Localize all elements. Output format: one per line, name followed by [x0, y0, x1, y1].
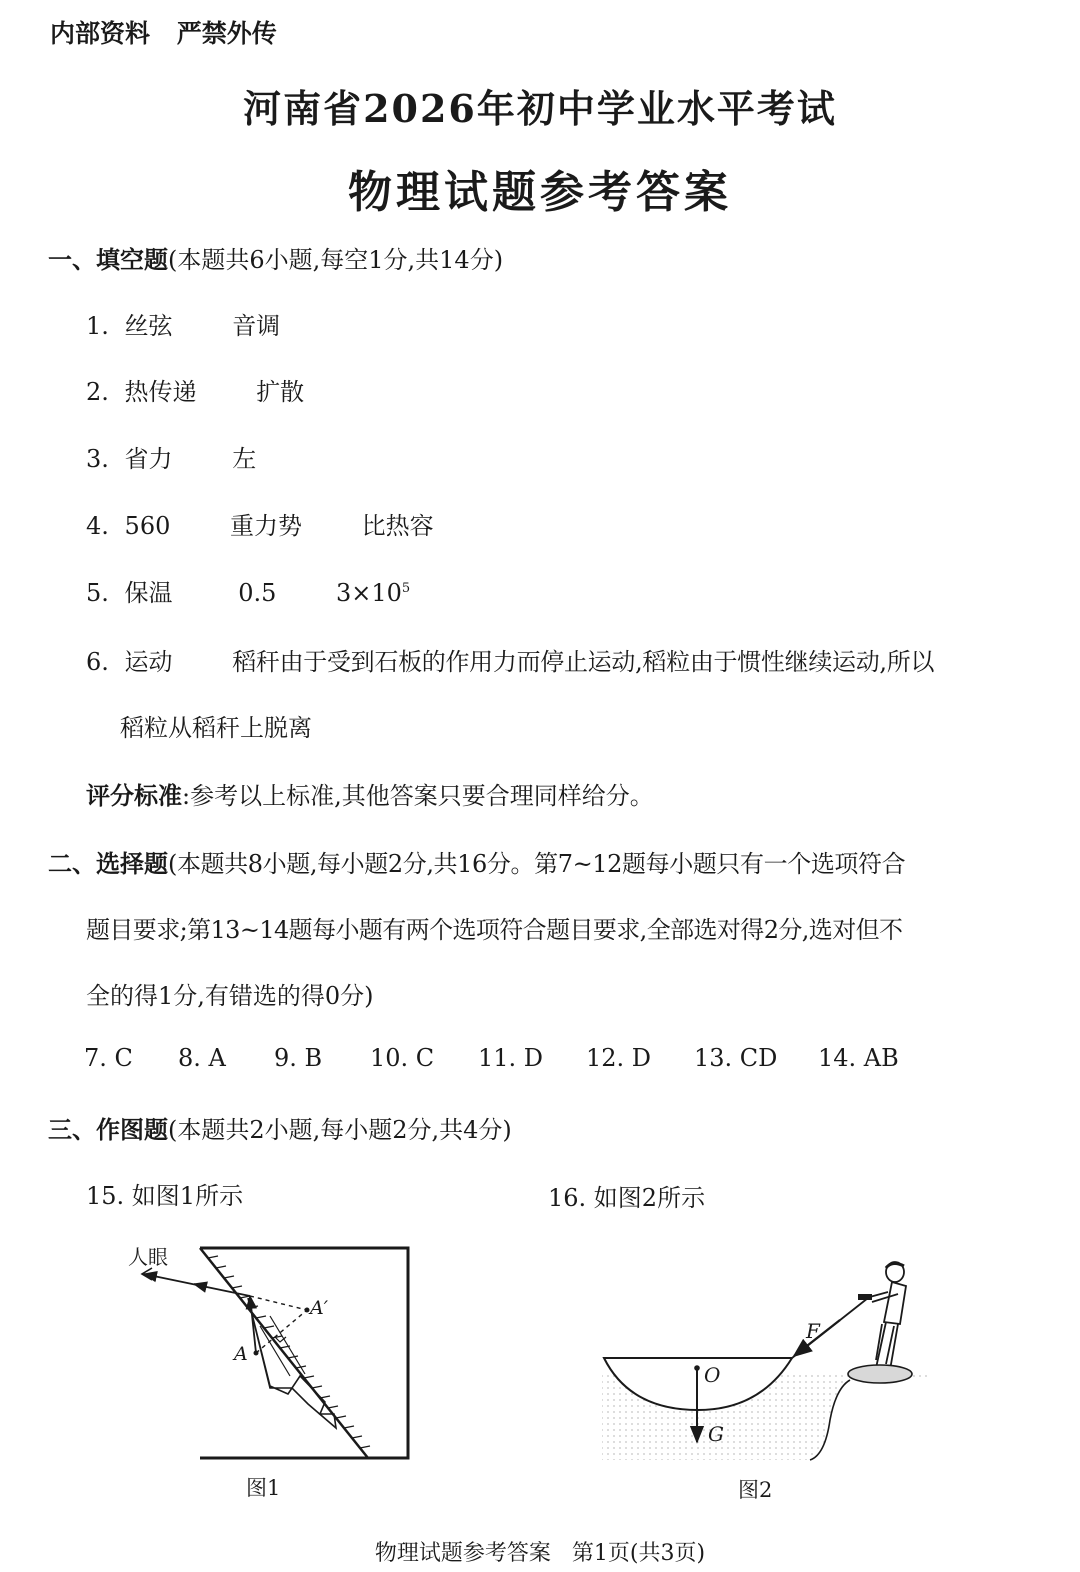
answer: 3×10: [336, 579, 402, 607]
section1-desc: (本题共6小题,每空1分,共14分): [168, 246, 504, 274]
frame: [200, 1248, 408, 1458]
mirror-line: [200, 1248, 368, 1458]
item-number: 2.: [86, 378, 109, 406]
scoring-label: 评分标准: [86, 782, 182, 810]
answer: 保温: [124, 579, 173, 607]
label-g: G: [708, 1422, 724, 1446]
answer: 560: [124, 512, 171, 540]
section3-heading-line: [48, 1110, 512, 1145]
answer: 丝弦: [124, 312, 173, 340]
section2-heading: 二、选择题: [48, 850, 168, 878]
item-number: 5.: [86, 579, 109, 607]
ski-board: [848, 1365, 912, 1383]
answer: 热传递: [124, 378, 197, 406]
choice-answer: 11. D: [478, 1044, 544, 1072]
virtual-ray: [250, 1296, 307, 1310]
answer-row-5: [86, 573, 410, 608]
answer-row-1: [86, 306, 280, 341]
label-a: A: [234, 1343, 248, 1365]
q15-label: 15. 如图1所示: [86, 1182, 244, 1210]
section2-heading-line: [48, 844, 905, 879]
scoring-text: :参考以上标准,其他答案只要合理同样给分。: [182, 782, 654, 810]
section2-desc-2: 题目要求;第13~14题每小题有两个选项符合题目要求,全部选对得2分,选对但不: [86, 916, 903, 944]
figure-1-caption: 图1: [246, 1476, 281, 1500]
choice-answer: 9. B: [274, 1044, 323, 1072]
answer: 0.5: [238, 579, 277, 607]
section1-heading-line: [48, 240, 503, 275]
mirror-hatching: [208, 1256, 370, 1448]
answer-row-6-cont: 稻粒从稻秆上脱离: [120, 714, 312, 742]
section2-desc-3: 全的得1分,有错选的得0分): [86, 982, 374, 1010]
section2-desc-1: (本题共8小题,每小题2分,共16分。第7~12题每小题只有一个选项符合: [168, 850, 906, 878]
page-footer: 物理试题参考答案 第1页(共3页): [374, 1541, 706, 1566]
choice-answer: 10. C: [370, 1044, 435, 1072]
answer-row-6: [86, 642, 934, 677]
item-number: 4.: [86, 512, 109, 540]
scoring-standard: [86, 776, 654, 811]
answer: 音调: [232, 312, 281, 340]
answer-title: 物理试题参考答案: [348, 167, 732, 218]
section3-heading: 三、作图题: [48, 1116, 168, 1144]
exponent: 5: [401, 581, 411, 596]
choice-answer: 13. CD: [694, 1044, 778, 1072]
item-number: 1.: [86, 312, 109, 340]
section1-heading: 一、填空题: [48, 246, 168, 274]
eye-label: 人眼: [128, 1245, 168, 1269]
choice-answer: 14. AB: [818, 1044, 899, 1072]
exam-title: 河南省2026年初中学业水平考试: [243, 86, 837, 131]
item-number: 3.: [86, 445, 109, 473]
answer: 稻秆由于受到石板的作用力而停止运动,稻粒由于惯性继续运动,所以: [232, 648, 935, 676]
answer-row-4: [86, 506, 434, 541]
figure-2-boat-diagram: [600, 1260, 930, 1470]
q16-label: 16. 如图2所示: [548, 1184, 706, 1212]
answer-row-3: [86, 439, 256, 474]
choice-answer: 7. C: [84, 1044, 133, 1072]
answer: 重力势: [230, 512, 302, 540]
label-f: F: [806, 1319, 820, 1343]
label-o: O: [704, 1363, 721, 1387]
choice-answer: 8. A: [178, 1044, 226, 1072]
choice-answer: 12. D: [586, 1044, 652, 1072]
section3-desc: (本题共2小题,每小题2分,共4分): [168, 1116, 512, 1144]
skier-figure: [858, 1262, 906, 1370]
figure-1-mirror-diagram: [120, 1236, 420, 1468]
answer: 左: [232, 445, 257, 473]
answer: 运动: [124, 648, 173, 676]
answer: 比热容: [361, 512, 434, 540]
answer: 省力: [124, 445, 173, 473]
answer-row-2: [86, 372, 304, 407]
label-a-prime: A′: [310, 1297, 329, 1319]
item-number: 6.: [86, 648, 109, 676]
figure-2-caption: 图2: [738, 1478, 773, 1502]
answer: 扩散: [256, 378, 305, 406]
confidential-label: 内部资料 严禁外传: [50, 19, 277, 48]
